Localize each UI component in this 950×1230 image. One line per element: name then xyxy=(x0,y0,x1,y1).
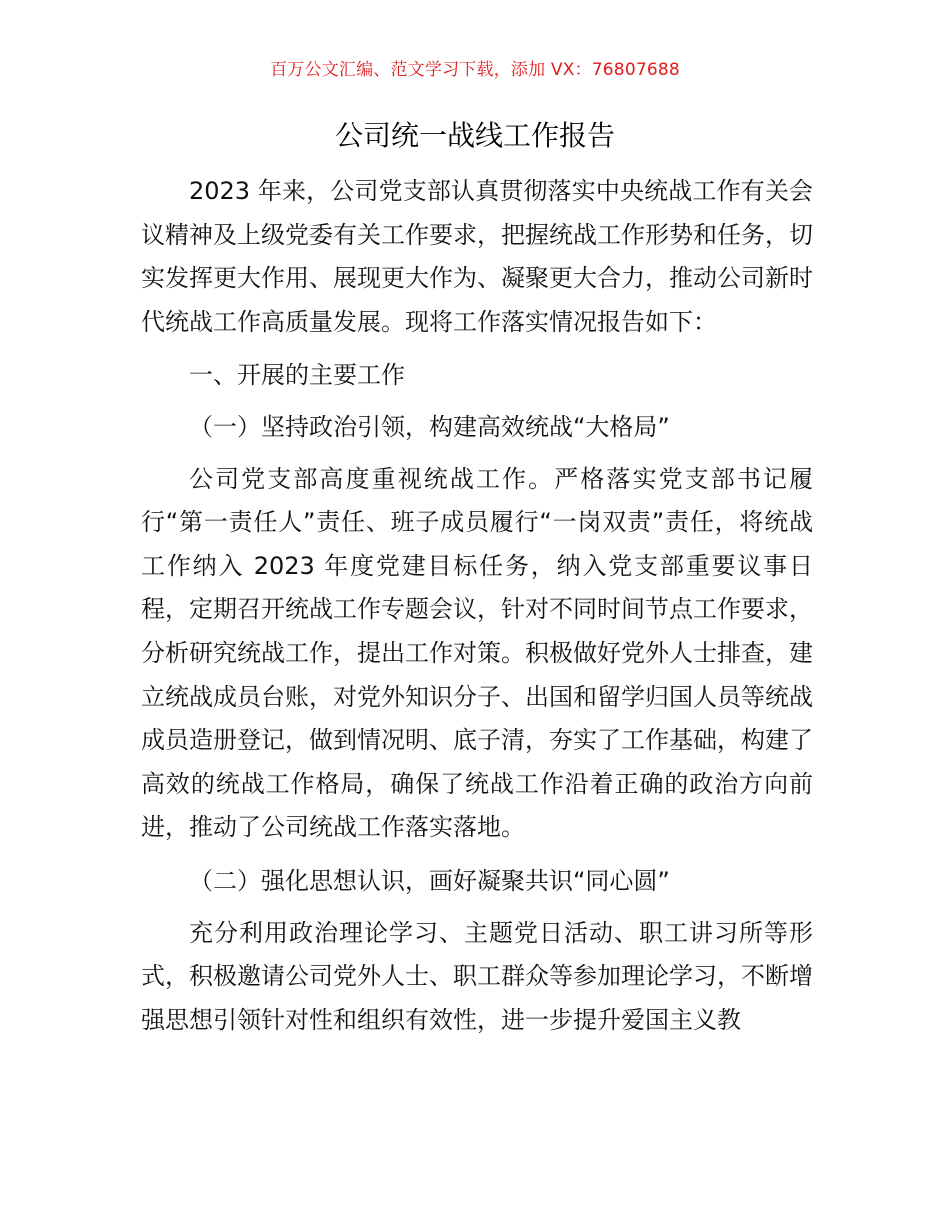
subsection-heading-ideological-awareness: （二）强化思想认识，画好凝聚共识“同心圆” xyxy=(189,866,670,895)
paragraph-political-leadership: 公司党支部高度重视统战工作。严格落实党支部书记履行“第一责任人”责任、班子成员履行“一岗双责”责任，将统战工作纳入 2023 年度党建目标任务，纳入党支部重要议事日程，定期召开统战工作专题会议，针对不同时间节点工作要求，分析研究统战工作，提出工作对策。积极做好党外人士排查，建立统战成员台账，对党外知识分子、出国和留学归国人员等统战成员造册登记，做到情况明、底子清，夯实了工作基础，构建了高效的统战工作格局，确保了统战工作沿着正确的政治方向前进，推动了公司统战工作落实落地。 xyxy=(141,464,813,842)
section-heading-main-work: 一、开展的主要工作 xyxy=(189,361,405,390)
paragraph-ideological-awareness: 充分利用政治理论学习、主题党日活动、职工讲习所等形式，积极邀请公司党外人士、职工群众等参加理论学习，不断增强思想引领针对性和组织有效性，进一步提升爱国主义教 xyxy=(141,918,813,1034)
header-watermark-note: 百万公文汇编、范文学习下载，添加 VX：76807688 xyxy=(270,60,680,80)
document-body xyxy=(141,170,813,1052)
document-title: 公司统一战线工作报告 xyxy=(334,119,615,152)
subsection-heading-political-leadership: （一）坚持政治引领，构建高效统战“大格局” xyxy=(189,412,670,441)
intro-paragraph: 2023 年来，公司党支部认真贯彻落实中央统战工作有关会议精神及上级党委有关工作要求，把握统战工作形势和任务，切实发挥更大作用、展现更大作为、凝聚更大合力，推动公司新时代统战工作高质量发展。现将工作落实情况报告如下： xyxy=(141,177,813,336)
